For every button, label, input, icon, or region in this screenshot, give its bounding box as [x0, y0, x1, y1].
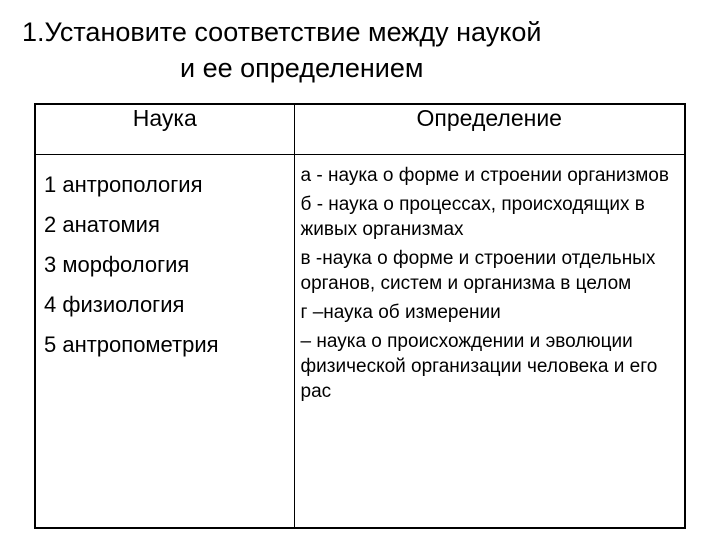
- header-definition: Определение: [294, 104, 685, 155]
- header-science: Наука: [35, 104, 294, 155]
- table-body-row: [35, 155, 685, 529]
- definition-g: г –наука об измерении: [300, 302, 501, 323]
- definitions-cell: [294, 155, 685, 529]
- science-item-5: 5 антропометрия: [44, 332, 219, 357]
- definition-b: б - наука о процессах, происходящих в живых организмах: [300, 194, 645, 240]
- title-line-1: 1.Установите соответствие между наукой: [22, 17, 542, 47]
- science-item-4: 4 физиология: [44, 292, 185, 317]
- science-item-3: 3 морфология: [44, 252, 190, 277]
- table-header-row: [35, 104, 685, 155]
- matching-table: [34, 103, 686, 529]
- page-title: [0, 14, 680, 86]
- sciences-cell: [35, 155, 294, 529]
- sciences-list: [44, 165, 294, 365]
- definition-d: – наука о происхождении и эволюции физической организации человека и его рас: [300, 331, 658, 402]
- science-item-2: 2 анатомия: [44, 212, 160, 237]
- title-line-2: и ее определением: [180, 53, 424, 83]
- science-item-1: 1 антропология: [44, 172, 203, 197]
- definition-v: в -наука о форме и строении отдельных органов, систем и организма в целом: [300, 248, 656, 294]
- definition-a: а - наука о форме и строении организмов: [300, 165, 669, 186]
